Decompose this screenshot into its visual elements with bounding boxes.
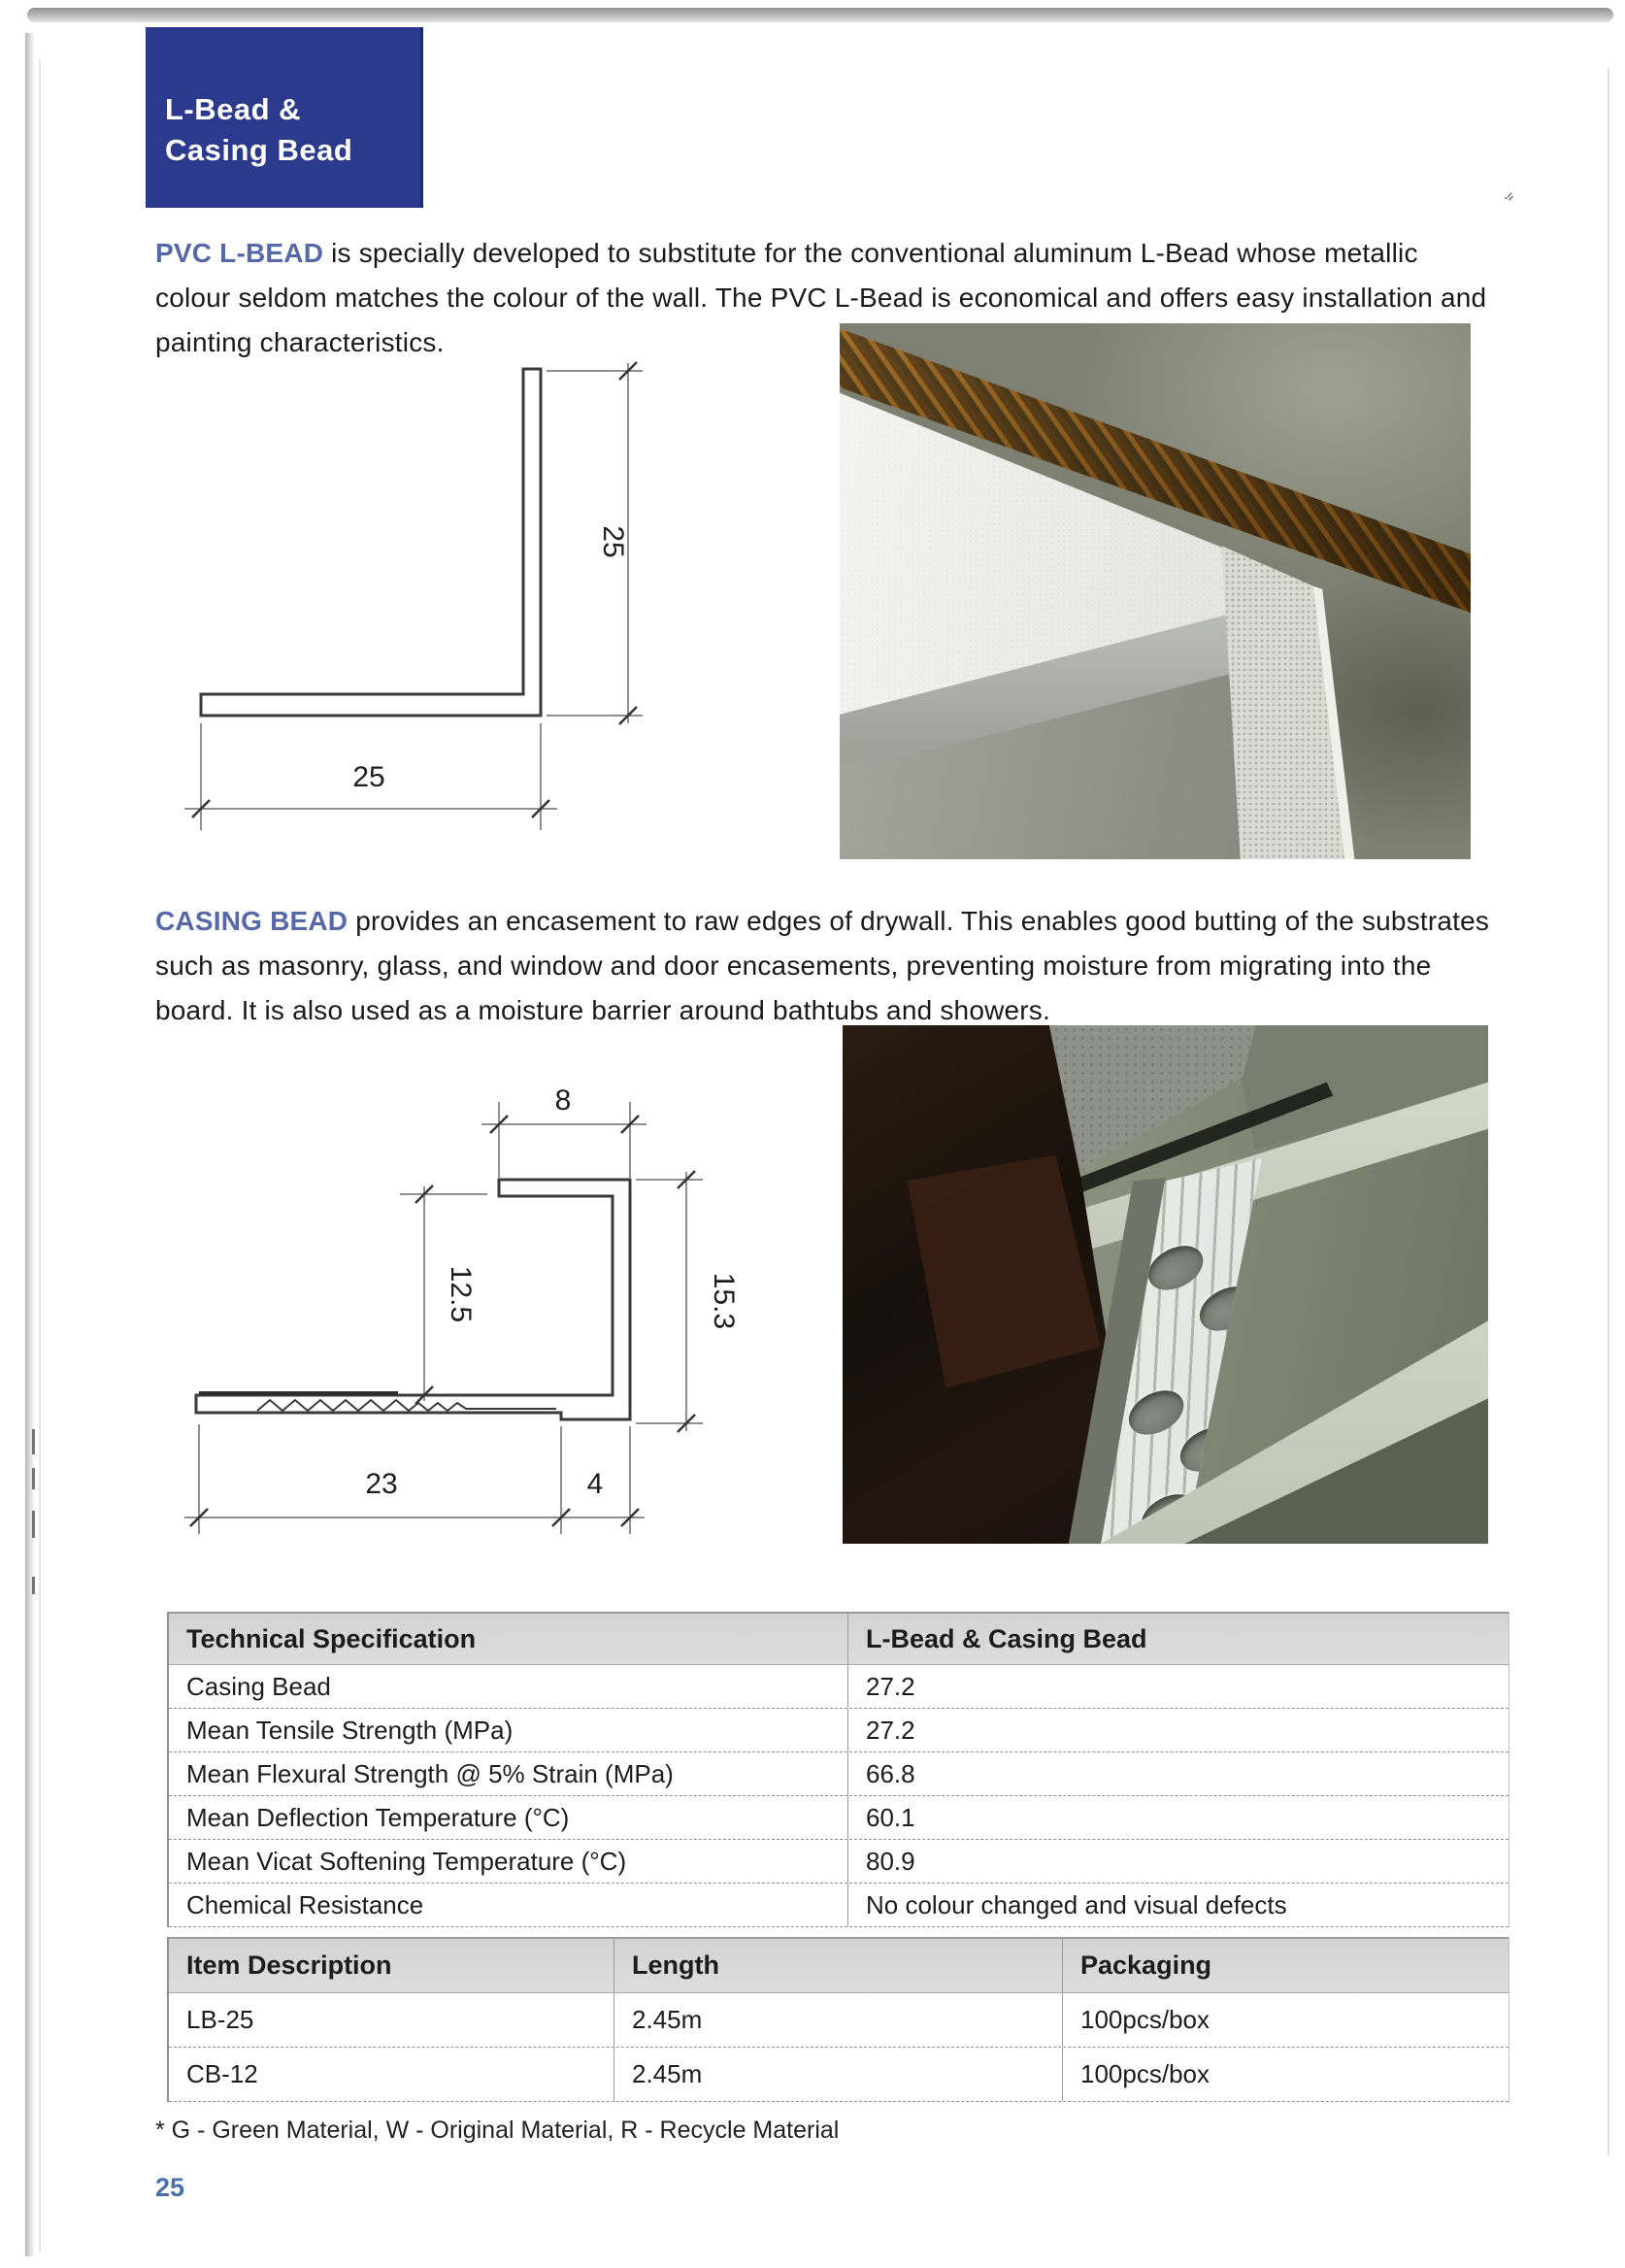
lbead-paragraph-text: is specially developed to substitute for the conventional aluminum L-Bead whose metallic colour seldom matches the colour of the wall. The PVC L-Bead is economical and offers easy installation and painting characteristics. xyxy=(155,238,1487,357)
casing-profile-drawing xyxy=(146,1044,747,1549)
spec-row-value: 66.8 xyxy=(866,1758,915,1788)
item-cell: LB-25 xyxy=(169,1993,614,2047)
dim-label-width: 25 xyxy=(352,761,385,793)
scan-top-edge xyxy=(27,8,1613,22)
spec-row-label: Mean Tensile Strength (MPa) xyxy=(169,1709,848,1751)
casing-paragraph xyxy=(155,899,1507,1033)
packaging-cell: 100pcs/box xyxy=(1080,2005,1210,2034)
item-col-header: Item Description xyxy=(169,1939,614,1992)
casing-photo xyxy=(843,1025,1488,1544)
table-row xyxy=(169,2048,1509,2102)
materials-footnote: * G - Green Material, W - Original Material, R - Recycle Material xyxy=(155,2117,840,2144)
table-row xyxy=(169,1993,1509,2048)
item-cell: CB-12 xyxy=(169,2048,614,2101)
dim-label-outer-height: 15.3 xyxy=(708,1272,740,1330)
table-row xyxy=(169,1709,1509,1752)
spec-row-label: Chemical Resistance xyxy=(169,1884,848,1926)
casing-paragraph-text: provides an encasement to raw edges of drywall. This enables good butting of the substrates such as masonry, glass, and window and door encasements, preventing moisture from migrating into the board. It is also used as a moisture barrier around bathtubs and showers. xyxy=(155,906,1490,1025)
scan-mark xyxy=(32,1429,35,1454)
spec-row-label: Mean Vicat Softening Temperature (°C) xyxy=(169,1840,848,1883)
section-title-box xyxy=(146,27,423,208)
spec-col2-header: L-Bead & Casing Bead xyxy=(866,1623,1147,1653)
lbead-profile-outline xyxy=(201,369,541,716)
scan-mark xyxy=(32,1511,35,1538)
length-cell: 2.45m xyxy=(614,1993,1063,2047)
spec-row-value: 60.1 xyxy=(866,1802,915,1832)
scan-left-edge-2 xyxy=(39,58,41,2252)
table-header-row xyxy=(169,1612,1509,1665)
table-row xyxy=(169,1752,1509,1796)
spec-row-value: 80.9 xyxy=(866,1846,915,1876)
lbead-lead-label: PVC L-BEAD xyxy=(155,238,324,268)
scan-left-edge xyxy=(25,33,34,2256)
scan-right-edge xyxy=(1608,68,1609,2155)
scan-mark xyxy=(32,1468,35,1489)
spec-row-label: Mean Flexural Strength @ 5% Strain (MPa) xyxy=(169,1752,848,1795)
page-number: 25 xyxy=(155,2173,185,2202)
dim-label-bottom-width: 23 xyxy=(365,1468,398,1500)
page-title-line2: Casing Bead xyxy=(165,133,353,167)
item-description-table xyxy=(167,1937,1509,2102)
length-col-header: Length xyxy=(614,1939,1063,1992)
page-title-line1: L-Bead & xyxy=(165,92,302,126)
scan-mark xyxy=(32,1577,35,1594)
spec-row-value: 27.2 xyxy=(866,1671,915,1701)
scan-smudge: ·⸗ xyxy=(1498,185,1516,209)
table-row xyxy=(169,1840,1509,1884)
technical-specification-table xyxy=(167,1612,1509,1927)
casing-profile-outline xyxy=(196,1180,630,1419)
spec-col1-header: Technical Specification xyxy=(169,1614,848,1664)
table-row xyxy=(169,1796,1509,1840)
spec-row-label: Mean Deflection Temperature (°C) xyxy=(169,1796,848,1839)
dim-label-height: 25 xyxy=(597,525,629,558)
length-cell: 2.45m xyxy=(614,2048,1063,2101)
lbead-photo xyxy=(840,323,1471,859)
dim-label-inner-height: 12.5 xyxy=(445,1265,477,1323)
spec-row-label: Casing Bead xyxy=(169,1665,848,1708)
spec-row-value: No colour changed and visual defects xyxy=(866,1889,1287,1919)
lbead-profile-drawing xyxy=(126,350,670,835)
dim-label-bottom-offset: 4 xyxy=(586,1468,604,1500)
table-header-row xyxy=(169,1937,1509,1993)
casing-lead-label: CASING BEAD xyxy=(155,906,348,936)
packaging-cell: 100pcs/box xyxy=(1080,2059,1210,2088)
table-row xyxy=(169,1884,1509,1927)
packaging-col-header: Packaging xyxy=(1080,1951,1212,1980)
dim-label-top-width: 8 xyxy=(554,1084,572,1117)
table-row xyxy=(169,1665,1509,1709)
spec-row-value: 27.2 xyxy=(866,1715,915,1745)
